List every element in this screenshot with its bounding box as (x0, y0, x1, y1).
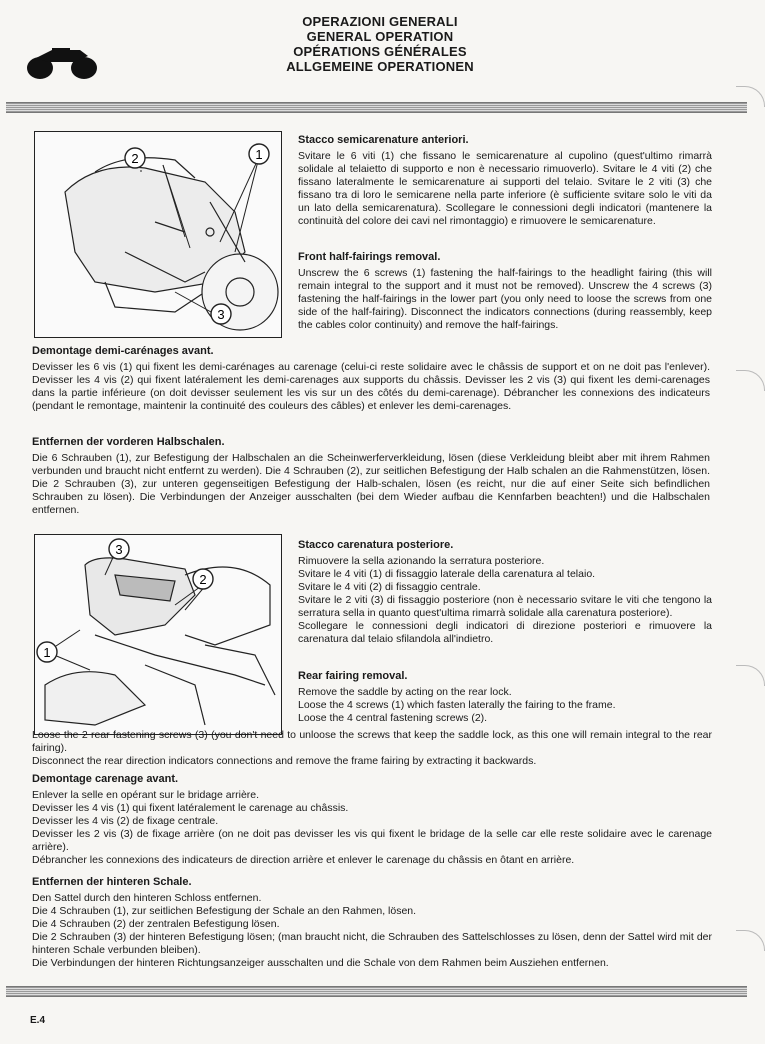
section2-it (298, 539, 712, 646)
section1-fr-text: Devisser les 6 vis (1) qui fixent les demi-carénages au carenage (celui-ci reste solidaire avec le châssis de support et on ne doit pas l'enlever). Devisser les 4 vis (2) qui fixent latéralement les demi-carenages aux supports du châssis. Devisser les 2 vis (3) qui fixent les demi-carenages dans la partie inférieure (on doit devisser seulement les vis sur un des côtés du demi-carenage). Débrancher les connexions des indicateurs (pendant le remontage, maintenir la continuité des couleurs des câbles) et enlever les demi-carenages. (32, 361, 710, 412)
callout-1-label: 1 (43, 645, 51, 660)
section2-fr-heading: Demontage carenage avant. (32, 773, 179, 785)
section2-fr (32, 773, 712, 867)
edge-mark (736, 86, 765, 107)
section1-it-text: Svitare le 6 viti (1) che fissano le semicarenature al cupolino (quest'ultimo rimarrà solidale al telaietto di supporto e non è necessario rimuoverlo). Svitare le 4 viti (2) che fissano lateralmente le semicarenature ai supporti del telaio. Svitare le 2 viti (3) che fissano tra di loro le semicarene nella parte inferiore (è sufficiente svitare solo le viti da un lato della semicarenatura). Scollegare le connessioni degli indicatori (mantenere la continuità del colore dei cavi nel rimontaggio) e rimuovere le semicarenature. (298, 150, 712, 227)
motorcycle-icon (22, 44, 102, 80)
section1-it-heading: Stacco semicarenature anteriori. (298, 134, 469, 146)
title-it: OPERAZIONI GENERALI (302, 14, 458, 29)
section2-en-line: Loose the 4 central fastening screws (2). (298, 712, 488, 724)
section1-it (298, 134, 712, 228)
callout-2-label: 2 (131, 151, 139, 166)
section2-fr-line: Devisser les 2 vis (3) de fixage arrière (on ne doit pas devisser les vis qui fixent le bridage de la selle car elle reste solidaire avec le carenage arrière). (32, 828, 712, 853)
section1-en-text: Unscrew the 6 screws (1) fastening the half-fairings to the headlight fairing (this will remain integral to the support and it must not be removed). Unscrew the 4 screws (3) fastening the half-fairings in the lower part (you only need to loose the screws from one side of the half-fairing). Disconnect the indicators connections (during reassembly, keep the cables color continuity) and remove the half-fairings. (298, 267, 712, 331)
edge-mark (736, 370, 765, 391)
section2-it-line: Scollegare le connessioni degli indicatori di direzione posteriori e rimuovere la carenatura dal telaio sfilandola all'indietro. (298, 620, 712, 645)
section2-fr-line: Devisser les 4 vis (1) qui fixent latéralement le carenage au châssis. (32, 802, 349, 814)
section2-en-line: Disconnect the rear direction indicators connections and remove the frame fairing by extracting it backwards. (32, 755, 537, 767)
section2-de-heading: Entfernen der hinteren Schale. (32, 876, 192, 888)
front-fairing-figure (34, 131, 282, 338)
section1-de-heading: Entfernen der vorderen Halbschalen. (32, 436, 225, 448)
section1-en-heading: Front half-fairings removal. (298, 251, 441, 263)
edge-mark (736, 930, 765, 951)
callout-3-label: 3 (115, 542, 123, 557)
section2-fr-line: Enlever la selle en opérant sur le bridage arrière. (32, 789, 260, 801)
section2-en (298, 670, 712, 725)
section2-fr-line: Devisser les 4 vis (2) de fixage centrale. (32, 815, 219, 827)
title-de: ALLGEMEINE OPERATIONEN (286, 59, 474, 74)
title-en: GENERAL OPERATION (306, 29, 454, 44)
section2-en-line: Loose the 2 rear fastening screws (3) (you don't need to unloose the screws that keep the saddle lock, as this one will remain integral to the rear fairing). (32, 729, 712, 754)
section2-de-line: Die Verbindungen der hinteren Richtungsanzeiger ausschalten und die Schale von dem Rahmen beim Ausziehen entfernen. (32, 957, 609, 969)
section2-en-cont (32, 729, 712, 768)
front-fairing-illustration (35, 132, 281, 337)
section2-de-line: Die 4 Schrauben (1), zur seitlichen Befestigung der Schale an den Rahmen, lösen. (32, 905, 417, 917)
section2-it-line: Svitare le 2 viti (3) di fissaggio posteriore (non è necessario svitare le viti che tengono la serratura sella in quanto quest'ultima rimarrà solidale alla carenatura posteriore). (298, 594, 712, 619)
section1-en (298, 251, 712, 332)
callout-2-label: 2 (199, 572, 207, 587)
section2-de (32, 876, 712, 970)
edge-mark (736, 665, 765, 686)
section2-it-heading: Stacco carenatura posteriore. (298, 539, 454, 551)
section2-en-line: Loose the 4 screws (1) which fasten laterally the fairing to the frame. (298, 699, 616, 711)
section1-de (32, 436, 710, 517)
page-number: E.4 (30, 1015, 46, 1026)
section2-de-line: Die 4 Schrauben (2) der zentralen Befestigung lösen. (32, 918, 280, 930)
section2-en-line: Remove the saddle by acting on the rear lock. (298, 686, 512, 698)
rear-fairing-illustration (35, 535, 281, 734)
rear-fairing-figure (34, 534, 282, 735)
section2-fr-line: Débrancher les connexions des indicateurs de direction arrière et enlever le carenage du châssis en ôtant en arrière. (32, 854, 575, 866)
callout-3-label: 3 (217, 307, 225, 322)
section2-it-line: Rimuovere la sella azionando la serratura posteriore. (298, 555, 545, 567)
title-fr: OPÉRATIONS GÉNÉRALES (293, 44, 467, 59)
footer-rule (6, 986, 747, 997)
section2-de-line: Die 2 Schrauben (3) der hinteren Befestigung lösen; (man braucht nicht, die Schrauben des Sattelschlosses zu lösen, denn der Sattel wird mit der hinteren Schale verbunden bleiben). (32, 931, 712, 956)
section1-fr-heading: Demontage demi-carénages avant. (32, 345, 214, 357)
section1-fr (32, 345, 710, 413)
section1-de-text: Die 6 Schrauben (1), zur Befestigung der Halbschalen an die Scheinwerferverkleidung, lösen (diese Verkleidung bleibt aber mit ihrem Rahmen verbunden und braucht nicht entfernt zu werden). Die 4 Schrauben (2), zur seitlichen Befestigung der Halb schalen an die Rahmenstützen, lösen. Die 2 Schrauben (3), zur unteren gegenseitigen Befestigung der Halb-schalen, lösen (es reicht, nur die auf einer Seite sich befindlichen Schrauben zu lösen). Die Verbindungen der Anzeiger ausschalten (bei dem Wieder aufbau die Kennfarben beachten!) und die Halbschalen entfernen. (32, 452, 710, 516)
section2-en-heading: Rear fairing removal. (298, 670, 408, 682)
callout-1-label: 1 (255, 147, 263, 162)
page-title (230, 14, 530, 74)
section2-it-line: Svitare le 4 viti (1) di fissaggio laterale della carenatura al telaio. (298, 568, 596, 580)
section2-de-line: Den Sattel durch den hinteren Schloss entfernen. (32, 892, 262, 904)
header-rule (6, 102, 747, 113)
section2-it-line: Svitare le 4 viti (2) di fissaggio centrale. (298, 581, 481, 593)
